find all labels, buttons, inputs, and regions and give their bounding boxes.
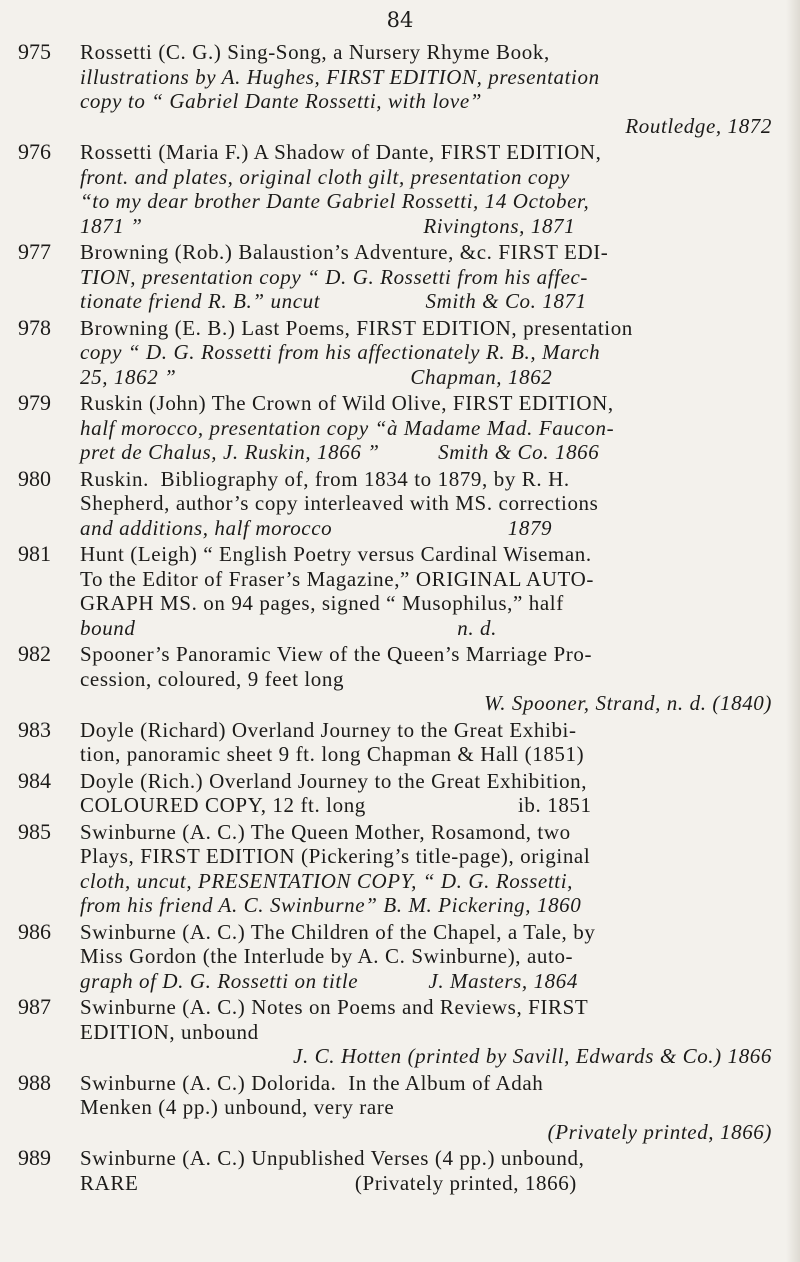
catalogue-entry — [0, 995, 800, 1069]
entry-line: front. and plates, original cloth gilt, presentation copy — [80, 164, 570, 189]
entry-line: To the Editor of Fraser’s Magazine,” ORIGINAL AUTO- — [80, 566, 594, 591]
entry-line: W. Spooner, Strand, n. d. (1840) — [484, 691, 772, 715]
entry-line: Shepherd, author’s copy interleaved with MS. corrections — [80, 491, 599, 515]
catalogue-entry — [0, 820, 800, 918]
entry-line: J. C. Hotten (printed by Savill, Edwards & Co.) 1866 — [293, 1044, 772, 1068]
catalogue-entry — [0, 718, 800, 767]
lot-number: 975 — [18, 39, 51, 64]
entry-line: copy to “ Gabriel Dante Rossetti, with love” — [80, 89, 483, 113]
entry-line: from his friend A. C. Swinburne” B. M. Pickering, 1860 — [80, 893, 582, 917]
lot-number: 989 — [18, 1145, 51, 1170]
entry-line: Swinburne (A. C.) Dolorida. In the Album of Adah — [80, 1070, 544, 1095]
page-edge-shadow — [786, 0, 800, 1262]
entry-line: Ruskin (John) The Crown of Wild Olive, FIRST EDITION, — [80, 391, 614, 415]
entry-line: Rossetti (C. G.) Sing-Song, a Nursery Rhyme Book, — [80, 40, 550, 64]
catalogue-list — [0, 40, 800, 1197]
page-number: 84 — [386, 8, 414, 32]
entry-line: Spooner’s Panoramic View of the Queen’s Marriage Pro- — [80, 642, 593, 666]
catalogue-entry — [0, 467, 800, 541]
entry-line: EDITION, unbound — [80, 1019, 259, 1044]
lot-number: 979 — [18, 390, 51, 415]
entry-line: Doyle (Richard) Overland Journey to the Great Exhibi- — [80, 717, 577, 742]
entry-line: GRAPH MS. on 94 pages, signed “ Musophilus,” half — [80, 591, 564, 615]
catalogue-entry — [0, 316, 800, 390]
entry-line: Miss Gordon (the Interlude by A. C. Swinburne), auto- — [80, 944, 574, 968]
lot-number: 985 — [18, 818, 51, 844]
entry-line: Browning (E. B.) Last Poems, FIRST EDITION, presentation — [80, 315, 633, 340]
entry-line: half morocco, presentation copy “à Madame Mad. Faucon- — [80, 415, 615, 440]
catalogue-entry — [0, 40, 800, 138]
catalogue-entry — [0, 920, 800, 994]
lot-number: 981 — [18, 541, 51, 566]
entry-line: Plays, FIRST EDITION (Pickering’s title-page), original — [80, 844, 591, 868]
entry-line: cloth, uncut, PRESENTATION COPY, “ D. G. Rossetti, — [80, 868, 573, 893]
entry-line: Doyle (Rich.) Overland Journey to the Great Exhibition, — [80, 768, 588, 793]
catalogue-entry — [0, 1071, 800, 1145]
lot-number: 984 — [18, 767, 51, 793]
entry-line: Hunt (Leigh) “ English Poetry versus Cardinal Wiseman. — [80, 542, 592, 566]
entry-line: pret de Chalus, J. Ruskin, 1866 ” Smith & Co. 1866 — [80, 440, 600, 464]
entry-line: Swinburne (A. C.) Unpublished Verses (4 pp.) unbound, — [80, 1146, 585, 1170]
lot-number: 982 — [18, 641, 51, 666]
lot-number: 977 — [18, 239, 51, 264]
entry-line: bound n. d. — [80, 615, 497, 640]
entry-line: 25, 1862 ” Chapman, 1862 — [80, 364, 553, 389]
catalogue-entry — [0, 542, 800, 640]
entry-line: illustrations by A. Hughes, FIRST EDITION, presentation — [80, 64, 600, 89]
entry-line: Swinburne (A. C.) The Queen Mother, Rosamond, two — [80, 819, 571, 844]
entry-line: COLOURED COPY, 12 ft. long ib. 1851 — [80, 793, 592, 817]
catalogue-entry — [0, 391, 800, 465]
lot-number: 978 — [18, 314, 51, 340]
entry-line: 1871 ” Rivingtons, 1871 — [80, 213, 576, 238]
lot-number: 986 — [18, 918, 51, 944]
entry-line: Menken (4 pp.) unbound, very rare — [80, 1095, 395, 1119]
catalogue-entry — [0, 140, 800, 238]
lot-number: 980 — [18, 465, 51, 491]
lot-number: 988 — [18, 1069, 51, 1095]
entry-line: Swinburne (A. C.) The Children of the Chapel, a Tale, by — [80, 919, 596, 944]
catalogue-entry — [0, 642, 800, 716]
entry-line: Routledge, 1872 — [625, 113, 772, 138]
entry-line: tionate friend R. B.” uncut Smith & Co. 1871 — [80, 289, 587, 313]
entry-line: graph of D. G. Rossetti on title J. Masters, 1864 — [80, 968, 578, 993]
entry-line: Rossetti (Maria F.) A Shadow of Dante, FIRST EDITION, — [80, 140, 602, 164]
entry-line: Swinburne (A. C.) Notes on Poems and Reviews, FIRST — [80, 995, 589, 1019]
lot-number: 987 — [18, 994, 51, 1019]
entry-line: (Privately printed, 1866) — [547, 1119, 772, 1144]
catalogue-entry — [0, 1146, 800, 1195]
lot-number: 983 — [18, 716, 51, 742]
entry-line: RARE (Privately printed, 1866) — [80, 1170, 577, 1195]
entry-line: “to my dear brother Dante Gabriel Rossetti, 14 October, — [80, 189, 590, 213]
entry-line: cession, coloured, 9 feet long — [80, 666, 345, 691]
entry-line: copy “ D. G. Rossetti from his affectionately R. B., March — [80, 340, 601, 364]
entry-line: Ruskin. Bibliography of, from 1834 to 1879, by R. H. — [80, 466, 570, 491]
entry-line: tion, panoramic sheet 9 ft. long Chapman & Hall (1851) — [80, 742, 585, 766]
entry-line: TION, presentation copy “ D. G. Rossetti from his affec- — [80, 264, 589, 289]
entry-line: Browning (Rob.) Balaustion’s Adventure, &c. FIRST EDI- — [80, 240, 609, 264]
lot-number: 976 — [18, 139, 51, 164]
catalogue-entry — [0, 240, 800, 314]
catalogue-entry — [0, 769, 800, 818]
entry-line: and additions, half morocco 1879 — [80, 515, 553, 540]
